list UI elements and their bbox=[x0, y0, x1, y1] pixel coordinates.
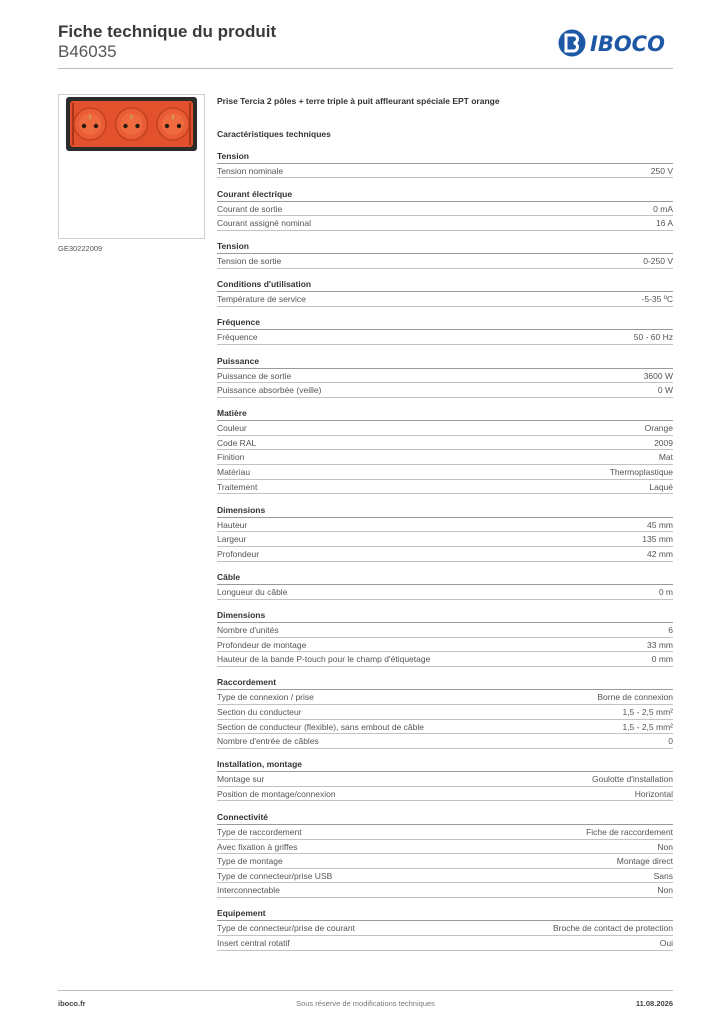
spec-value: Mat bbox=[658, 452, 673, 463]
spec-label: Courant assigné nominal bbox=[217, 218, 312, 229]
product-name: Prise Tercia 2 pôles + terre triple à puit affleurant spéciale EPT orange bbox=[217, 96, 500, 106]
section-title: Courant électrique bbox=[217, 188, 673, 202]
spec-row bbox=[217, 854, 673, 869]
spec-row bbox=[217, 292, 673, 307]
spec-label: Courant de sortie bbox=[217, 203, 283, 214]
spec-row bbox=[217, 216, 673, 231]
spec-section bbox=[217, 811, 673, 898]
spec-value: 33 mm bbox=[647, 639, 673, 650]
spec-row bbox=[217, 164, 673, 179]
spec-row bbox=[217, 772, 673, 787]
product-specifications bbox=[217, 94, 673, 951]
spec-row bbox=[217, 921, 673, 936]
spec-value: 250 V bbox=[650, 165, 673, 176]
spec-section bbox=[217, 504, 673, 562]
section-title: Conditions d'utilisation bbox=[217, 278, 673, 292]
spec-section bbox=[217, 609, 673, 667]
spec-row bbox=[217, 787, 673, 802]
spec-value: 0 mm bbox=[651, 654, 673, 665]
spec-label: Profondeur bbox=[217, 548, 260, 559]
spec-section bbox=[217, 278, 673, 307]
spec-row bbox=[217, 734, 673, 749]
spec-label: Puissance de sortie bbox=[217, 370, 292, 381]
spec-value: Oui bbox=[659, 938, 673, 948]
spec-label: Puissance absorbée (veille) bbox=[217, 385, 322, 396]
section-title: Puissance bbox=[217, 355, 673, 369]
svg-text:IBOCO: IBOCO bbox=[590, 32, 665, 56]
spec-label: Section de conducteur (flexible), sans embout de câble bbox=[217, 721, 424, 732]
spec-value: Sans bbox=[653, 870, 673, 881]
spec-label: Position de montage/connexion bbox=[217, 788, 336, 799]
spec-label: Largeur bbox=[217, 534, 247, 545]
spec-row bbox=[217, 330, 673, 345]
spec-row bbox=[217, 840, 673, 855]
spec-row bbox=[217, 690, 673, 705]
spec-value: 1,5 - 2,5 mm² bbox=[622, 706, 673, 717]
section-title: Dimensions bbox=[217, 609, 673, 623]
spec-row bbox=[217, 547, 673, 562]
spec-value: 6 bbox=[668, 625, 673, 636]
spec-row bbox=[217, 202, 673, 217]
spec-value: 0 bbox=[668, 736, 673, 747]
document-header bbox=[58, 22, 276, 62]
spec-row bbox=[217, 652, 673, 667]
spec-value: 45 mm bbox=[647, 519, 673, 530]
spec-row bbox=[217, 383, 673, 398]
spec-label: Longueur du câble bbox=[217, 587, 288, 597]
spec-value: Borne de connexion bbox=[597, 692, 673, 703]
spec-value: Thermoplastique bbox=[609, 467, 673, 478]
spec-value: Non bbox=[657, 841, 673, 852]
spec-label: Hauteur bbox=[217, 519, 248, 530]
product-image bbox=[58, 94, 205, 239]
footer-website[interactable]: iboco.fr bbox=[58, 999, 86, 1008]
spec-label: Hauteur de la bande P-touch pour le champ d'étiquetage bbox=[217, 654, 431, 665]
spec-value: 0 mA bbox=[653, 203, 673, 214]
iboco-logo bbox=[557, 28, 673, 58]
spec-row bbox=[217, 436, 673, 451]
spec-value: 2009 bbox=[654, 437, 673, 448]
section-title: Installation, montage bbox=[217, 758, 673, 772]
spec-label: Avec fixation à griffes bbox=[217, 841, 298, 852]
spec-section bbox=[217, 150, 673, 179]
spec-section bbox=[217, 676, 673, 748]
spec-label: Code RAL bbox=[217, 437, 257, 448]
spec-label: Traitement bbox=[217, 481, 258, 492]
spec-value: Horizontal bbox=[634, 788, 673, 799]
section-title: Connectivité bbox=[217, 811, 673, 825]
spec-value: Orange bbox=[644, 423, 673, 434]
spec-section bbox=[217, 571, 673, 600]
spec-row bbox=[217, 369, 673, 384]
spec-label: Type de connecteur/prise USB bbox=[217, 870, 333, 881]
spec-section bbox=[217, 240, 673, 269]
section-title: Fréquence bbox=[217, 316, 673, 330]
spec-label: Nombre d'entrée de câbles bbox=[217, 736, 319, 747]
section-title: Dimensions bbox=[217, 504, 673, 518]
spec-label: Insert central rotatif bbox=[217, 938, 290, 948]
spec-section bbox=[217, 316, 673, 345]
spec-label: Fréquence bbox=[217, 332, 258, 343]
spec-row bbox=[217, 532, 673, 547]
section-title: Matière bbox=[217, 407, 673, 421]
spec-label: Couleur bbox=[217, 423, 247, 434]
spec-row bbox=[217, 869, 673, 884]
spec-row bbox=[217, 450, 673, 465]
section-title: Tension bbox=[217, 240, 673, 254]
product-reference: B46035 bbox=[58, 42, 117, 61]
spec-section bbox=[217, 407, 673, 494]
spec-label: Type de connexion / prise bbox=[217, 692, 314, 703]
spec-value: 0-250 V bbox=[643, 256, 673, 267]
spec-row bbox=[217, 480, 673, 495]
tech-specs-heading: Caractéristiques techniques bbox=[217, 129, 331, 139]
spec-sections bbox=[217, 150, 673, 951]
footer-notice: Sous réserve de modifications techniques bbox=[296, 999, 435, 1008]
spec-label: Tension nominale bbox=[217, 165, 284, 176]
spec-value: 0 m bbox=[658, 587, 673, 597]
spec-value: 135 mm bbox=[642, 534, 673, 545]
spec-section bbox=[217, 355, 673, 398]
spec-value: 3600 W bbox=[643, 370, 673, 381]
spec-label: Type de raccordement bbox=[217, 826, 302, 837]
spec-value: Fiche de raccordement bbox=[586, 826, 673, 837]
spec-row bbox=[217, 936, 673, 951]
spec-label: Section du conducteur bbox=[217, 706, 302, 717]
section-title: Raccordement bbox=[217, 676, 673, 690]
spec-label: Type de montage bbox=[217, 856, 283, 867]
document-title: Fiche technique du produit bbox=[58, 22, 277, 41]
spec-row bbox=[217, 705, 673, 720]
section-title: Câble bbox=[217, 571, 673, 585]
spec-row bbox=[217, 623, 673, 638]
spec-value: Non bbox=[657, 885, 673, 896]
spec-value: Laqué bbox=[649, 481, 673, 492]
spec-value: Broche de contact de protection bbox=[552, 923, 673, 934]
image-code: GE30222009 bbox=[58, 244, 103, 253]
spec-label: Type de connecteur/prise de courant bbox=[217, 923, 355, 934]
spec-label: Profondeur de montage bbox=[217, 639, 307, 650]
spec-value: 50 - 60 Hz bbox=[633, 332, 673, 343]
spec-row bbox=[217, 825, 673, 840]
spec-label: Température de service bbox=[217, 294, 306, 305]
spec-row bbox=[217, 720, 673, 735]
spec-row bbox=[217, 421, 673, 436]
spec-label: Interconnectable bbox=[217, 885, 280, 896]
section-title: Tension bbox=[217, 150, 673, 164]
spec-value: -5-35 ºC bbox=[641, 294, 673, 305]
spec-row bbox=[217, 883, 673, 898]
footer-date: 11.08.2026 bbox=[635, 999, 673, 1008]
spec-value: 1,5 - 2,5 mm² bbox=[622, 721, 673, 732]
spec-label: Nombre d'unités bbox=[217, 625, 279, 636]
spec-value: 0 W bbox=[657, 385, 673, 396]
spec-label: Matériau bbox=[217, 467, 251, 478]
footer-divider bbox=[58, 990, 673, 991]
spec-section bbox=[217, 907, 673, 950]
header-divider bbox=[58, 68, 673, 69]
spec-value: 42 mm bbox=[647, 548, 673, 559]
spec-value: Montage direct bbox=[616, 856, 673, 867]
spec-section bbox=[217, 758, 673, 801]
spec-row bbox=[217, 585, 673, 600]
spec-section bbox=[217, 188, 673, 231]
spec-value: 16 A bbox=[655, 218, 673, 229]
spec-label: Montage sur bbox=[217, 774, 265, 785]
section-title: Equipement bbox=[217, 907, 673, 921]
spec-label: Tension de sortie bbox=[217, 256, 282, 267]
spec-row bbox=[217, 465, 673, 480]
spec-value: Goulotte d'installation bbox=[591, 774, 673, 785]
spec-row bbox=[217, 638, 673, 653]
spec-row bbox=[217, 518, 673, 533]
spec-label: Finition bbox=[217, 452, 245, 463]
spec-row bbox=[217, 254, 673, 269]
